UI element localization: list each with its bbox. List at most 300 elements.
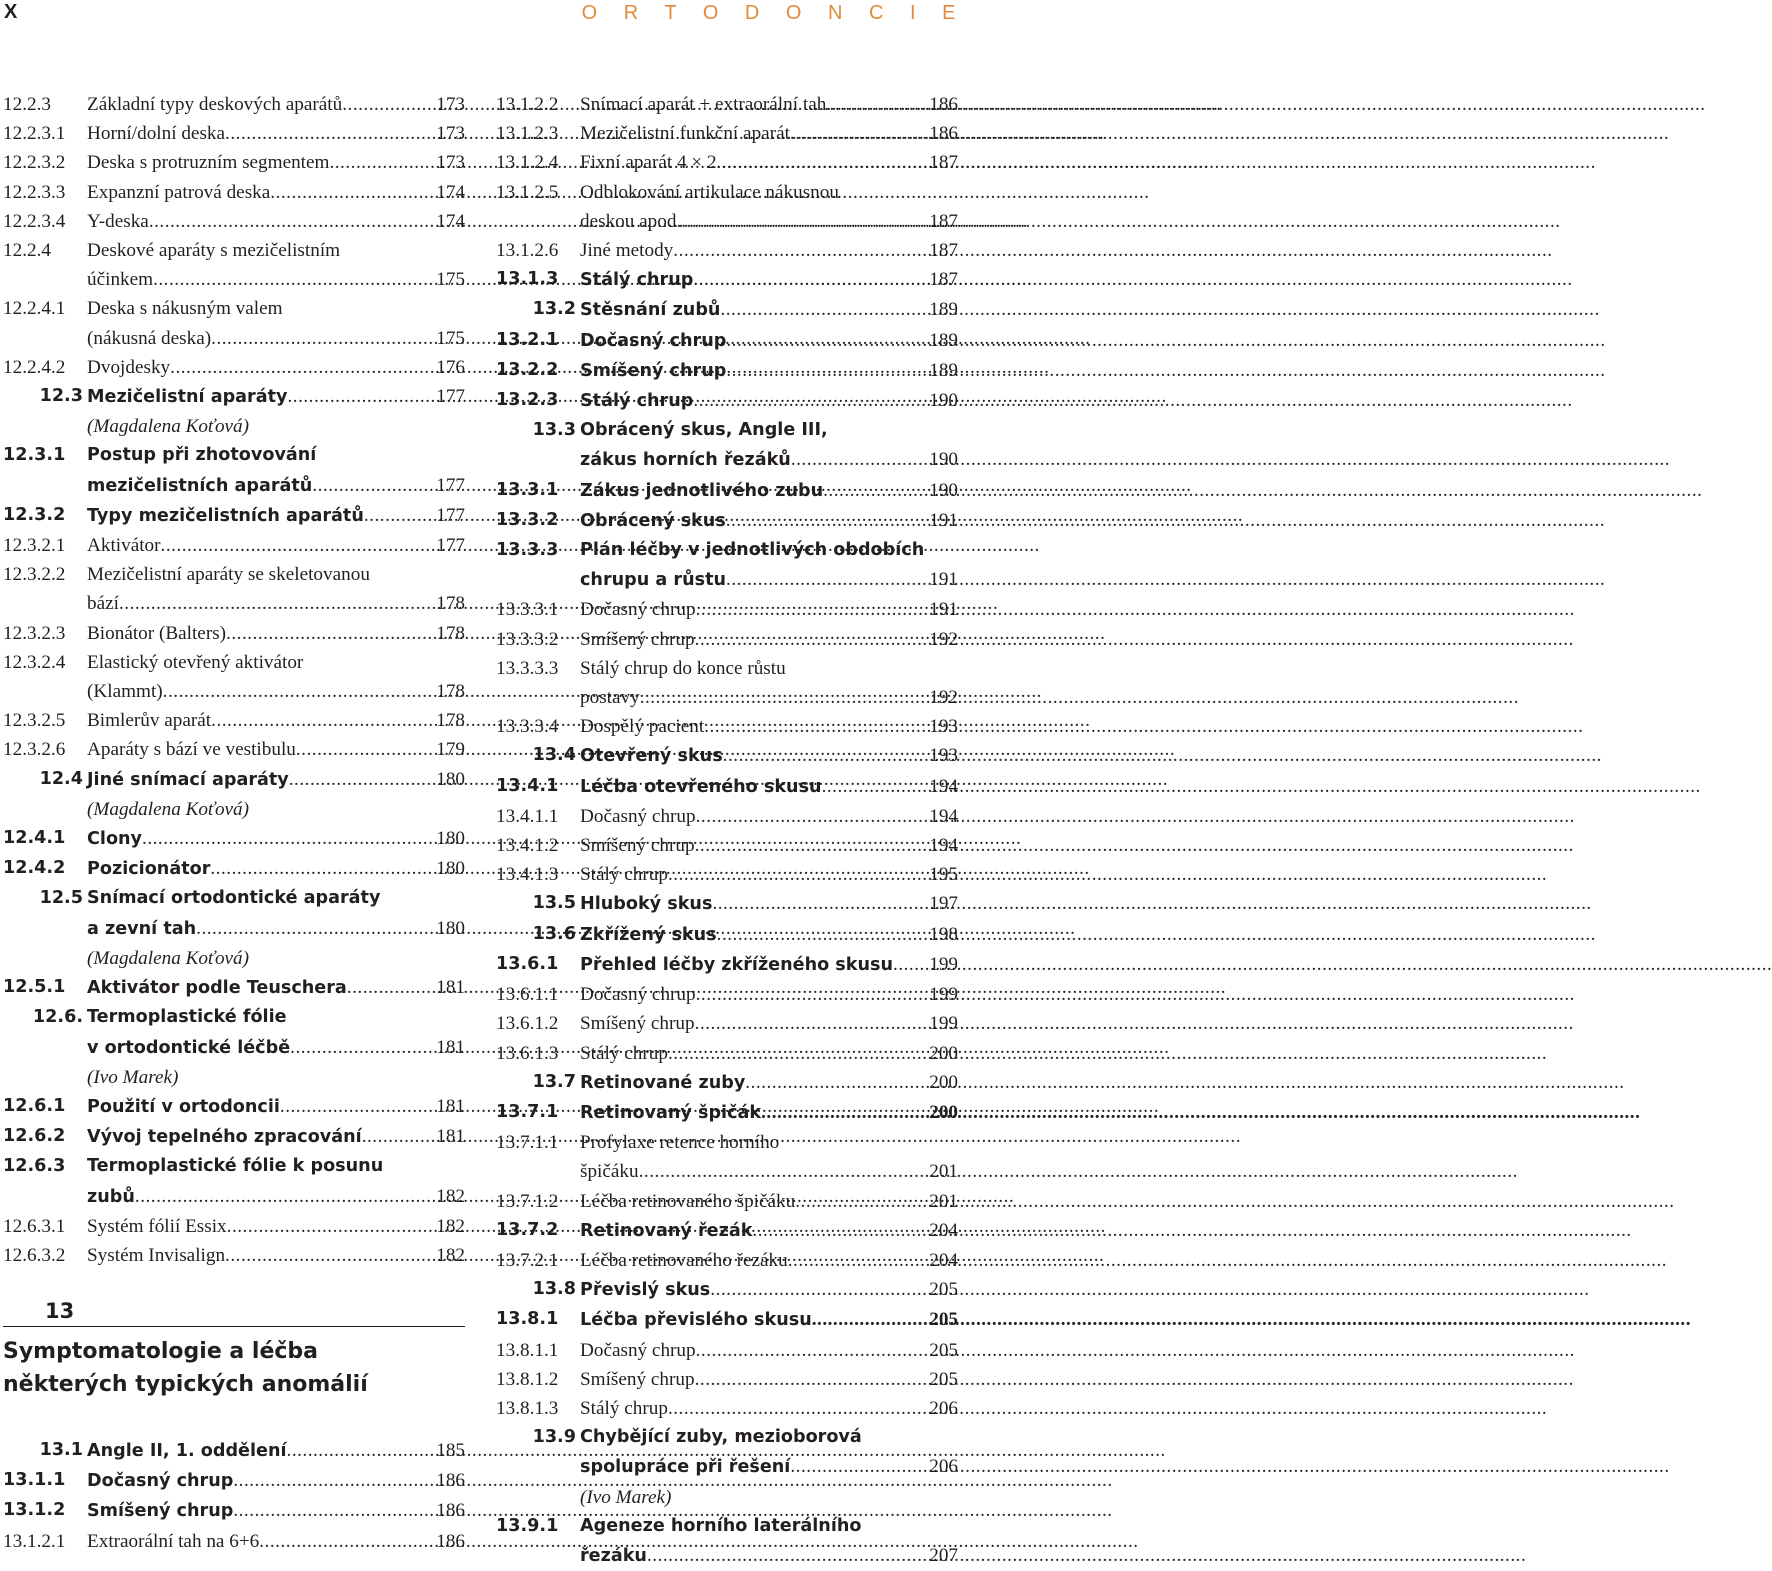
toc-entry-title: Léčba převislého skusu bbox=[580, 1310, 812, 1331]
toc-dot-leader bbox=[211, 324, 434, 353]
toc-dot-leader bbox=[696, 980, 928, 1009]
chapter-heading bbox=[3, 1298, 465, 1401]
toc-dot-leader bbox=[822, 772, 928, 801]
toc-entry-title: Deska s protruzním segmentem bbox=[87, 152, 330, 174]
toc-entry-line bbox=[87, 706, 465, 735]
toc-entry-line bbox=[580, 625, 958, 654]
toc-entry-title: Stálý chrup bbox=[580, 864, 668, 886]
toc-entry bbox=[496, 1336, 958, 1365]
toc-dot-leader bbox=[761, 1098, 927, 1127]
toc-entry-title: Chybějící zuby, mezioborová bbox=[580, 1427, 862, 1448]
toc-page-number: 177 bbox=[436, 535, 465, 557]
toc-entry-number: 12.4.1 bbox=[3, 828, 66, 849]
toc-entry-title: Obrácený skus bbox=[580, 510, 726, 531]
toc-entry bbox=[3, 619, 465, 648]
toc-entry-number: 13.2.3 bbox=[496, 390, 559, 411]
toc-page-number: 204 bbox=[929, 1249, 958, 1271]
toc-dot-leader bbox=[681, 207, 927, 236]
toc-entry bbox=[3, 178, 465, 207]
toc-page-number: 173 bbox=[436, 94, 465, 115]
toc-entry-body bbox=[87, 531, 465, 560]
toc-entry-title: Stěsnání zubů bbox=[580, 300, 721, 321]
toc-entry-title: Dočasný chrup bbox=[87, 1471, 234, 1492]
toc-entry bbox=[3, 207, 465, 236]
toc-entry-number: 13.3 bbox=[532, 420, 576, 441]
toc-entry-title: Smíšený chrup bbox=[580, 1368, 695, 1390]
toc-dot-leader bbox=[788, 1246, 927, 1275]
toc-entry bbox=[496, 595, 958, 624]
toc-entry-title: Ageneze horního laterálního bbox=[580, 1515, 862, 1536]
toc-entry-number: 13.8.1 bbox=[496, 1309, 559, 1330]
toc-entry-body bbox=[580, 1128, 958, 1186]
toc-entry-title: Pozicionátor bbox=[87, 859, 211, 880]
toc-entry-line bbox=[87, 1003, 465, 1032]
toc-entry-body bbox=[87, 1436, 465, 1466]
toc-dot-leader bbox=[723, 741, 928, 770]
toc-entry-body bbox=[580, 476, 958, 506]
toc-entry-title: Snímací ortodontické aparáty bbox=[87, 888, 381, 909]
toc-entry-title: Typy mezičelistních aparátů bbox=[87, 505, 364, 526]
toc-entry-author: (Magdalena Koťová) bbox=[87, 947, 250, 969]
toc-page-number: 173 bbox=[436, 123, 465, 145]
toc-entry-line bbox=[87, 1033, 465, 1063]
toc-left-column bbox=[3, 90, 465, 1270]
toc-entry-line bbox=[580, 148, 958, 177]
toc-entry-number: 13.1.2.5 bbox=[496, 181, 559, 203]
toc-page-number: 195 bbox=[929, 864, 958, 886]
toc-entry-title: Léčba retinovaného řezáku bbox=[580, 1249, 788, 1271]
toc-dot-leader bbox=[696, 802, 928, 831]
toc-dot-leader bbox=[693, 265, 927, 294]
toc-entry-title: Extraorální tah na 6+6 bbox=[87, 1530, 260, 1552]
toc-dot-leader bbox=[225, 1241, 434, 1270]
toc-page-number: 178 bbox=[436, 593, 465, 615]
toc-entry-body bbox=[580, 1068, 958, 1098]
toc-entry-line bbox=[580, 1305, 958, 1335]
toc-entry-line bbox=[87, 324, 465, 353]
toc-entry-body bbox=[87, 884, 465, 973]
toc-dot-leader bbox=[233, 1466, 434, 1495]
toc-dot-leader bbox=[710, 1275, 927, 1304]
toc-dot-leader bbox=[211, 706, 434, 735]
toc-entry-line bbox=[580, 1365, 958, 1394]
toc-entry bbox=[496, 476, 958, 506]
toc-dot-leader bbox=[210, 854, 434, 883]
toc-entry-number: 12.2.4 bbox=[3, 240, 51, 262]
toc-entry-body bbox=[87, 1122, 465, 1152]
toc-entry-line bbox=[580, 1068, 958, 1098]
toc-entry-number: 13.9.1 bbox=[496, 1515, 559, 1536]
toc-entry-number: 12.6.2 bbox=[3, 1126, 66, 1147]
toc-entry-title: Použití v ortodoncii bbox=[87, 1096, 280, 1117]
toc-entry bbox=[496, 236, 958, 265]
toc-entry-title: Hluboký skus bbox=[580, 894, 713, 915]
toc-entry-title: Vývoj tepelného zpracování bbox=[87, 1127, 362, 1148]
toc-entry-line bbox=[87, 973, 465, 1003]
toc-entry bbox=[3, 1496, 465, 1526]
toc-entry-number: 12.3.2.1 bbox=[3, 535, 66, 557]
toc-entry-line bbox=[87, 119, 465, 148]
toc-entry-line bbox=[87, 824, 465, 854]
toc-entry-number: 13.4.1.3 bbox=[496, 864, 559, 886]
toc-entry-line bbox=[580, 683, 958, 712]
toc-entry-line bbox=[87, 589, 465, 618]
toc-entry-line bbox=[580, 207, 958, 236]
toc-entry bbox=[496, 1187, 958, 1216]
toc-entry-title: zubů bbox=[87, 1186, 135, 1207]
toc-entry bbox=[3, 854, 465, 884]
toc-entry-line bbox=[87, 178, 465, 207]
toc-entry bbox=[496, 625, 958, 654]
toc-entry bbox=[496, 1305, 958, 1335]
toc-dot-leader bbox=[752, 1216, 927, 1245]
toc-dot-leader bbox=[812, 1305, 927, 1334]
toc-dot-leader bbox=[296, 735, 434, 764]
toc-page-number: 187 bbox=[929, 240, 958, 262]
toc-entry bbox=[496, 1394, 958, 1423]
toc-page-number: 177 bbox=[436, 474, 465, 496]
toc-entry-number: 12.3.2.4 bbox=[3, 651, 66, 673]
toc-entry bbox=[496, 1128, 958, 1186]
toc-entry bbox=[3, 560, 465, 618]
toc-entry bbox=[496, 1365, 958, 1394]
toc-dot-leader bbox=[791, 445, 927, 474]
toc-dot-leader bbox=[270, 178, 434, 207]
toc-entry-line bbox=[87, 914, 465, 944]
toc-entry-line bbox=[580, 119, 958, 148]
toc-entry-title: Stálý chrup bbox=[580, 1042, 668, 1064]
toc-entry-title: Dočasný chrup bbox=[580, 1339, 696, 1361]
toc-entry-body bbox=[580, 1336, 958, 1365]
toc-page-number: 198 bbox=[929, 923, 958, 945]
chapter-title-line-1: Symptomatologie a léčba bbox=[3, 1339, 319, 1364]
toc-page-number: 180 bbox=[436, 858, 465, 880]
toc-entry-body bbox=[87, 90, 465, 119]
toc-dot-leader bbox=[342, 90, 434, 119]
toc-entry-title: chrupu a růstu bbox=[580, 570, 727, 591]
toc-page-number: 189 bbox=[929, 329, 958, 351]
toc-entry-body bbox=[580, 980, 958, 1009]
toc-dot-leader bbox=[640, 683, 928, 712]
toc-entry-title: mezičelistních aparátů bbox=[87, 475, 313, 496]
toc-page-number: 187 bbox=[929, 210, 958, 232]
toc-entry-number: 12.6.3.2 bbox=[3, 1244, 66, 1266]
toc-entry-number: 13.1.2.1 bbox=[3, 1530, 66, 1552]
toc-entry bbox=[3, 236, 465, 294]
toc-entry-line bbox=[87, 382, 465, 412]
toc-entry-title: Převislý skus bbox=[580, 1280, 711, 1301]
toc-entry-number: 12.2.3.3 bbox=[3, 181, 66, 203]
toc-dot-leader bbox=[119, 589, 434, 618]
toc-page-number: 177 bbox=[436, 504, 465, 526]
toc-dot-leader bbox=[826, 90, 927, 119]
toc-entry-title: (nákusná deska) bbox=[87, 327, 212, 349]
toc-entry bbox=[3, 531, 465, 560]
toc-entry-number: 13.2.1 bbox=[496, 329, 559, 350]
toc-entry-title: zákus horních řezáků bbox=[580, 450, 791, 471]
toc-entry-body bbox=[580, 178, 958, 236]
toc-dot-leader bbox=[696, 595, 928, 624]
toc-page-number: 175 bbox=[436, 269, 465, 291]
toc-entry bbox=[3, 148, 465, 177]
toc-entry bbox=[496, 950, 958, 980]
toc-dot-leader bbox=[795, 1187, 927, 1216]
toc-dot-leader bbox=[280, 1092, 434, 1121]
toc-page-number: 173 bbox=[436, 152, 465, 174]
toc-dot-leader bbox=[726, 326, 927, 355]
toc-entry-body bbox=[87, 765, 465, 824]
toc-page-number: 190 bbox=[929, 479, 958, 501]
toc-entry-title: Aktivátor bbox=[87, 535, 161, 557]
toc-entry-number: 13.7.2.1 bbox=[496, 1249, 559, 1271]
toc-entry-line bbox=[87, 560, 465, 589]
toc-page-number: 186 bbox=[436, 1470, 465, 1492]
toc-entry-body bbox=[87, 1496, 465, 1526]
toc-dot-leader bbox=[153, 265, 434, 294]
toc-entry bbox=[3, 1152, 465, 1211]
toc-dot-leader bbox=[790, 1452, 927, 1481]
toc-entry-number: 13.9 bbox=[532, 1427, 576, 1448]
toc-entry-number: 13.3.3 bbox=[496, 540, 559, 561]
toc-entry bbox=[496, 712, 958, 741]
toc-page-number: 193 bbox=[929, 716, 958, 738]
toc-entry-number: 13.2.2 bbox=[496, 359, 559, 380]
toc-entry-title: Horní/dolní deska bbox=[87, 123, 226, 145]
toc-entry-line bbox=[580, 712, 958, 741]
toc-entry-body bbox=[580, 1365, 958, 1394]
toc-dot-leader bbox=[790, 119, 927, 148]
toc-entry-number: 12.6.1 bbox=[3, 1095, 66, 1116]
toc-page-number: 205 bbox=[929, 1339, 958, 1361]
toc-page-number: 194 bbox=[929, 775, 958, 797]
toc-entry bbox=[3, 1092, 465, 1122]
toc-entry bbox=[496, 1009, 958, 1038]
toc-entry-number: 13.1.1 bbox=[3, 1470, 66, 1491]
toc-dot-leader bbox=[226, 619, 434, 648]
toc-entry-number: 13.1.2.2 bbox=[496, 94, 559, 115]
toc-entry-body bbox=[580, 595, 958, 624]
toc-entry-line bbox=[580, 386, 958, 416]
toc-entry-title: Smíšený chrup bbox=[87, 1501, 234, 1522]
toc-dot-leader bbox=[233, 1496, 434, 1525]
toc-entry-line bbox=[87, 677, 465, 706]
toc-entry-body bbox=[580, 536, 958, 595]
toc-dot-leader bbox=[695, 1365, 928, 1394]
toc-entry-line bbox=[580, 1275, 958, 1305]
toc-page-number: 181 bbox=[436, 977, 465, 999]
toc-entry bbox=[496, 1068, 958, 1098]
toc-page-number: 194 bbox=[929, 835, 958, 857]
toc-dot-leader bbox=[695, 831, 928, 860]
toc-entry-number: 13.6.1 bbox=[496, 953, 559, 974]
toc-entry bbox=[3, 119, 465, 148]
toc-entry-body bbox=[87, 648, 465, 706]
toc-entry-number: 12.4.2 bbox=[3, 858, 66, 879]
toc-entry bbox=[496, 980, 958, 1009]
toc-page-number: 178 bbox=[436, 622, 465, 644]
toc-entry-line bbox=[580, 1157, 958, 1186]
toc-entry-title: Smíšený chrup bbox=[580, 835, 695, 857]
toc-entry-title: (Klammt) bbox=[87, 681, 163, 703]
toc-page-number: 201 bbox=[929, 1190, 958, 1212]
toc-entry-line bbox=[87, 854, 465, 884]
toc-entry-number: 13.3.3.1 bbox=[496, 599, 559, 621]
toc-dot-leader bbox=[135, 1182, 434, 1211]
toc-page-number: 186 bbox=[929, 94, 958, 115]
toc-entry bbox=[496, 1275, 958, 1305]
toc-entry-body bbox=[87, 1152, 465, 1211]
toc-dot-leader bbox=[170, 353, 434, 382]
toc-entry-body bbox=[87, 1003, 465, 1092]
toc-page-number: 191 bbox=[929, 599, 958, 621]
toc-entry-line bbox=[87, 1212, 465, 1241]
toc-dot-leader bbox=[289, 765, 434, 794]
toc-entry-title: Postup při zhotovování bbox=[87, 445, 317, 466]
toc-entry-title: Clony bbox=[87, 829, 143, 850]
toc-dot-leader bbox=[259, 1527, 434, 1556]
toc-entry-line bbox=[580, 1541, 958, 1571]
toc-entry-number: 12.3.2.3 bbox=[3, 622, 66, 644]
toc-page-number: 201 bbox=[929, 1161, 958, 1183]
toc-dot-leader bbox=[668, 860, 927, 889]
toc-dot-leader bbox=[290, 1033, 434, 1062]
toc-entry-body bbox=[87, 178, 465, 207]
toc-entry-body bbox=[580, 236, 958, 265]
toc-entry-number: 12.3.1 bbox=[3, 445, 66, 466]
toc-entry-body bbox=[580, 741, 958, 771]
toc-entry-line bbox=[87, 765, 465, 795]
toc-entry-title: Smíšený chrup bbox=[580, 360, 727, 381]
toc-entry-number: 12.2.3 bbox=[3, 94, 51, 115]
toc-entry-title: Základní typy deskových aparátů bbox=[87, 94, 343, 115]
toc-entry-title: Zkřížený skus bbox=[580, 924, 717, 945]
toc-page-number: 178 bbox=[436, 710, 465, 732]
toc-entry-number: 13.6 bbox=[532, 923, 576, 944]
toc-dot-leader bbox=[696, 1336, 928, 1365]
toc-entry-body bbox=[87, 1092, 465, 1122]
toc-entry-number: 13.4 bbox=[532, 745, 576, 766]
toc-page-number: 191 bbox=[929, 569, 958, 591]
running-header bbox=[0, 0, 966, 26]
toc-page-number: 206 bbox=[929, 1397, 958, 1419]
toc-entry-number: 13.7.1.1 bbox=[496, 1132, 559, 1154]
toc-entry bbox=[496, 802, 958, 831]
toc-entry-title: Angle II, 1. oddělení bbox=[87, 1441, 287, 1461]
running-title: O R T O D O N C I E bbox=[581, 2, 966, 24]
toc-entry-body bbox=[580, 625, 958, 654]
toc-entry-title: Bimlerův aparát bbox=[87, 710, 212, 732]
toc-entry-body bbox=[580, 950, 958, 980]
toc-entry-number: 13.4.1.2 bbox=[496, 835, 559, 857]
toc-entry-body bbox=[87, 207, 465, 236]
toc-entry-title: Dočasný chrup bbox=[580, 599, 696, 621]
toc-entry-number: 12.2.4.2 bbox=[3, 356, 66, 378]
toc-entry-number: 12.6.3 bbox=[3, 1156, 66, 1177]
toc-page-number: 175 bbox=[436, 327, 465, 349]
toc-page-number: 190 bbox=[929, 390, 958, 412]
toc-entry-body bbox=[580, 831, 958, 860]
toc-entry bbox=[496, 326, 958, 356]
toc-page-number: 204 bbox=[929, 1219, 958, 1241]
toc-page-number: 178 bbox=[436, 681, 465, 703]
toc-entry-title: Léčba otevřeného skusu bbox=[580, 776, 822, 797]
chapter-rule bbox=[3, 1326, 465, 1327]
toc-entry bbox=[496, 889, 958, 919]
toc-dot-leader bbox=[695, 625, 928, 654]
toc-entry-line bbox=[580, 831, 958, 860]
toc-entry-body bbox=[580, 1009, 958, 1038]
toc-entry-line bbox=[580, 741, 958, 771]
toc-entry-line bbox=[87, 501, 465, 531]
toc-entry-body bbox=[87, 619, 465, 648]
toc-entry bbox=[3, 973, 465, 1003]
toc-entry-number: 12.2.4.1 bbox=[3, 298, 66, 320]
toc-page-number: 205 bbox=[929, 1368, 958, 1390]
toc-entry-body bbox=[580, 1039, 958, 1068]
toc-page-number: 192 bbox=[929, 628, 958, 650]
toc-entry-body bbox=[580, 148, 958, 177]
toc-entry bbox=[496, 356, 958, 386]
toc-entry-line bbox=[580, 1423, 958, 1452]
toc-entry-body bbox=[580, 295, 958, 325]
toc-entry-title: Jiné snímací aparáty bbox=[87, 769, 289, 790]
toc-page-number: 181 bbox=[436, 1036, 465, 1058]
toc-entry-line bbox=[580, 1452, 958, 1482]
toc-page-number: 199 bbox=[929, 1013, 958, 1035]
toc-entry-line bbox=[580, 178, 958, 207]
toc-entry-author: (Ivo Marek) bbox=[87, 1066, 179, 1088]
toc-entry-line bbox=[87, 1122, 465, 1152]
toc-dot-leader bbox=[893, 950, 927, 979]
toc-dot-leader bbox=[287, 382, 434, 411]
toc-entry-body bbox=[580, 90, 958, 119]
toc-page-number: 197 bbox=[929, 893, 958, 915]
chapter-number: 13 bbox=[45, 1299, 75, 1323]
toc-entry bbox=[3, 706, 465, 735]
toc-entry-number: 12.4 bbox=[39, 768, 83, 789]
toc-entry-line bbox=[87, 648, 465, 677]
toc-page-number: 206 bbox=[929, 1456, 958, 1478]
toc-entry-title: Dospělý pacient bbox=[580, 716, 705, 738]
chapter-title-line-2: některých typických anomálií bbox=[3, 1372, 368, 1397]
toc-page-number: 187 bbox=[929, 152, 958, 174]
toc-entry-body bbox=[580, 889, 958, 919]
toc-entry bbox=[3, 294, 465, 352]
toc-entry-title: Systém fólií Essix bbox=[87, 1215, 227, 1237]
toc-entry-number: 12.5 bbox=[39, 888, 83, 909]
toc-entry-author: (Magdalena Koťová) bbox=[87, 798, 250, 820]
toc-entry-body bbox=[87, 119, 465, 148]
toc-entry-line bbox=[580, 356, 958, 386]
toc-page-number: 193 bbox=[929, 745, 958, 767]
toc-entry-body bbox=[87, 973, 465, 1003]
toc-entry-body bbox=[87, 501, 465, 531]
toc-entry-line bbox=[87, 1527, 465, 1556]
toc-dot-leader bbox=[823, 476, 927, 505]
toc-entry bbox=[496, 506, 958, 536]
toc-entry bbox=[3, 824, 465, 854]
toc-entry-body bbox=[580, 506, 958, 536]
toc-entry-line bbox=[87, 884, 465, 913]
toc-entry-line bbox=[580, 295, 958, 325]
toc-entry-line bbox=[87, 1092, 465, 1122]
toc-entry bbox=[496, 416, 958, 475]
toc-entry-line bbox=[580, 236, 958, 265]
toc-dot-leader bbox=[227, 1212, 435, 1241]
toc-entry-number: 13.8.1.1 bbox=[496, 1339, 559, 1361]
toc-entry-number: 12.2.3.2 bbox=[3, 152, 66, 174]
toc-entry bbox=[496, 90, 958, 119]
